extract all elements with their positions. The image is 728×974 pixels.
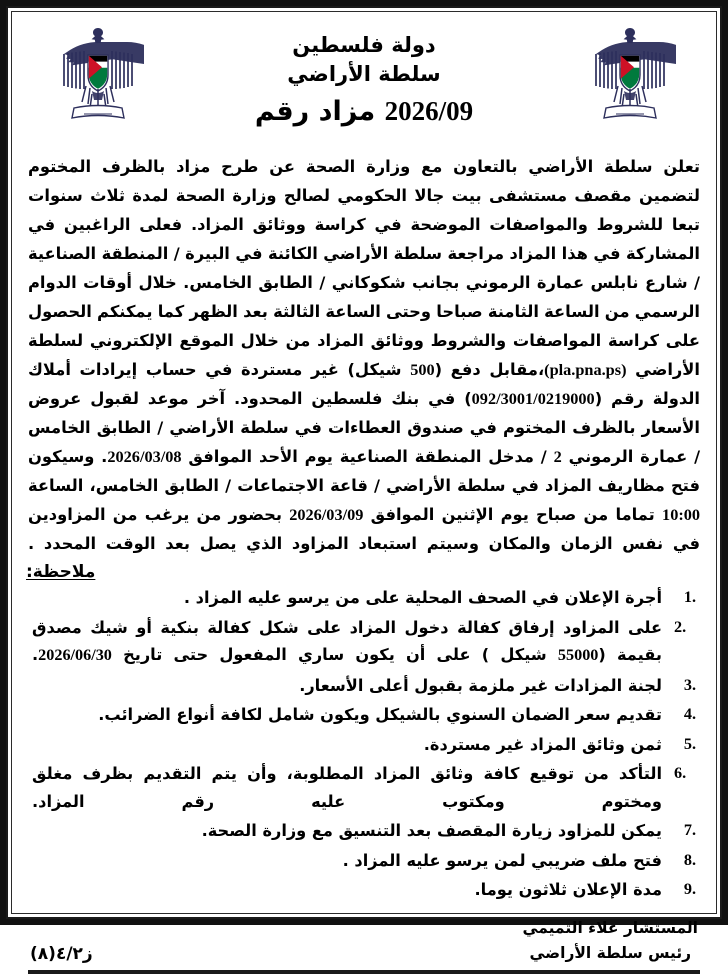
document-fee-currency: شيكل [354, 360, 402, 379]
note-item-4-text: تقديم سعر الضمان السنوي بالشيكل ويكون شامل لكافة أنواع الضرائب. [98, 705, 662, 725]
signatory-position: رئيس سلطة الأراضي [529, 943, 692, 962]
note-item-1 [32, 584, 668, 614]
note-item-2 [32, 614, 668, 672]
note-item-6 [32, 760, 668, 817]
note-item-7-text: يمكن للمزاود زيارة المقصف بعد التنسيق مع وزارة الصحة. [201, 821, 662, 841]
authority-website: (pla.pna.ps) [544, 360, 627, 379]
body-paragraph-2a: فعلى الراغبين في المشاركة في هذا المزاد مراجعة سلطة الأراضي الكائنة في البيرة / المنطقة الصناعية / شارع نابلس عمارة الرموني بجانب شكوكاني / الطابق الخامس. [28, 215, 700, 292]
document-fee-amount: 500 [410, 360, 435, 379]
note-item-8 [32, 847, 668, 877]
note-item-1-text: أجرة الإعلان في الصحف المحلية على من يرسو عليه المزاد . [183, 588, 662, 607]
note-item-5 [32, 731, 668, 761]
body-paragraph-3b: / مدخل المنطقة الصناعية يوم الأحد الموافق [188, 447, 547, 466]
document-header [26, 22, 702, 144]
palestine-eagle-emblem-left [52, 24, 144, 128]
note-item-6-text: التأكد من توقيع كافة وثائق المزاد المطلوبة، وأن يتم التقديم بظرف مغلق ومختوم ومكتوب عليه رقم المزاد. [32, 764, 662, 811]
guarantee-validity-date: 2026/06/30 [38, 646, 112, 665]
state-name: دولة فلسطين [292, 33, 436, 57]
body-paragraph-2b: خلال أوقات الدوام الرسمي من الساعة الثامنة صباحا وحتى الساعة الثالثة بعد الظهر كما يمكنكم الحصول على كراسة المواصفات والشروط ووثائق المزاد من خلال الموقع الإلكتروني لسلطة الأراضي [28, 273, 700, 379]
body-paragraph-3a: آخر موعد لقبول عروض الأسعار بالظرف المختوم في صندوق العطاءات في سلطة الأراضي / الطابق الخامس / عمارة الرموني [28, 389, 701, 466]
signatory [523, 916, 698, 966]
note-item-4 [32, 701, 668, 731]
note-item-2-text-a: على المزاود إرفاق كفالة دخول المزاد على شكل كفالة بنكية أو شيك مصدق بقيمة ( [32, 617, 662, 665]
body-paragraph-2d: ) غير مستردة في حساب إيرادات أملاك الدولة رقم ( [28, 360, 700, 408]
body-paragraph-4c: بحضور من يرغب من المزاودين في نفس الزمان والمكان وسيتم استبعاد المزاود الذي يصل بعد الوقت المحدد . [28, 505, 700, 553]
note-item-2-text-c: . [32, 645, 39, 665]
auction-body-paragraph [26, 144, 702, 558]
note-item-3 [32, 672, 668, 702]
note-item-2-text-b: شيكل ) على أن يكون ساري المفعول حتى تاريخ [123, 645, 547, 665]
document-border-outer [6, 6, 722, 965]
body-paragraph-4a: . وسيكون فتح مظاريف المزاد في سلطة الأراضي / قاعة الاجتماعات / الطابق الخامس، الساعة [28, 447, 700, 495]
note-item-9-text: مدة الإعلان ثلاثون يوما. [474, 880, 662, 900]
note-item-8-text: فتح ملف ضريبي لمن يرسو عليه المزاد . [342, 850, 662, 870]
notes-heading: ملاحظة: [26, 562, 96, 582]
envelope-opening-date: 2026/03/09 [289, 505, 364, 524]
body-paragraph-1: تعلن سلطة الأراضي بالتعاون مع وزارة الصحة عن طرح مزاد بالظرف المختوم لتضمين مقصف مستشفى بيت جالا الحكومي لصالح وزارة الصحة لمدة ثلاث سنوات تبعا للشروط والمواصفات الموضحة في كراسة ووثائق المزاد. [28, 157, 700, 234]
envelope-opening-time: 10:00 [662, 505, 701, 524]
signature-block [26, 906, 702, 968]
document-reference-code: ز٤/٢(٨) [30, 944, 93, 965]
auction-number: 2026/09 [384, 96, 474, 127]
body-paragraph-2e: ) في بنك فلسطين المحدود. [234, 389, 472, 408]
note-item-3-text: لجنة المزادات غير ملزمة بقبول أعلى الأسعار. [299, 675, 662, 695]
footer-divider [28, 970, 700, 974]
palestine-eagle-emblem-right [584, 24, 676, 128]
note-item-5-text: ثمن وثائق المزاد غير مستردة. [423, 734, 662, 754]
building-number: 2 [553, 447, 562, 466]
state-revenue-account-number: 092/3001/0219000 [471, 389, 595, 408]
notes-list [26, 584, 702, 906]
body-paragraph-4b: تماما من صباح يوم الإثنين الموافق [370, 505, 655, 524]
auction-entry-guarantee-amount: 55000 [557, 646, 599, 665]
body-paragraph-2c: ،مقابل دفع ( [434, 360, 545, 379]
authority-name: سلطة الأراضي [287, 61, 441, 86]
auction-title-prefix: مزاد رقم [254, 96, 376, 128]
note-item-7 [32, 817, 668, 847]
document-sheet [11, 11, 717, 965]
submission-deadline-date: 2026/03/08 [107, 447, 182, 466]
signatory-name: المستشار علاء التميمي [522, 918, 698, 937]
note-item-9 [32, 876, 668, 906]
